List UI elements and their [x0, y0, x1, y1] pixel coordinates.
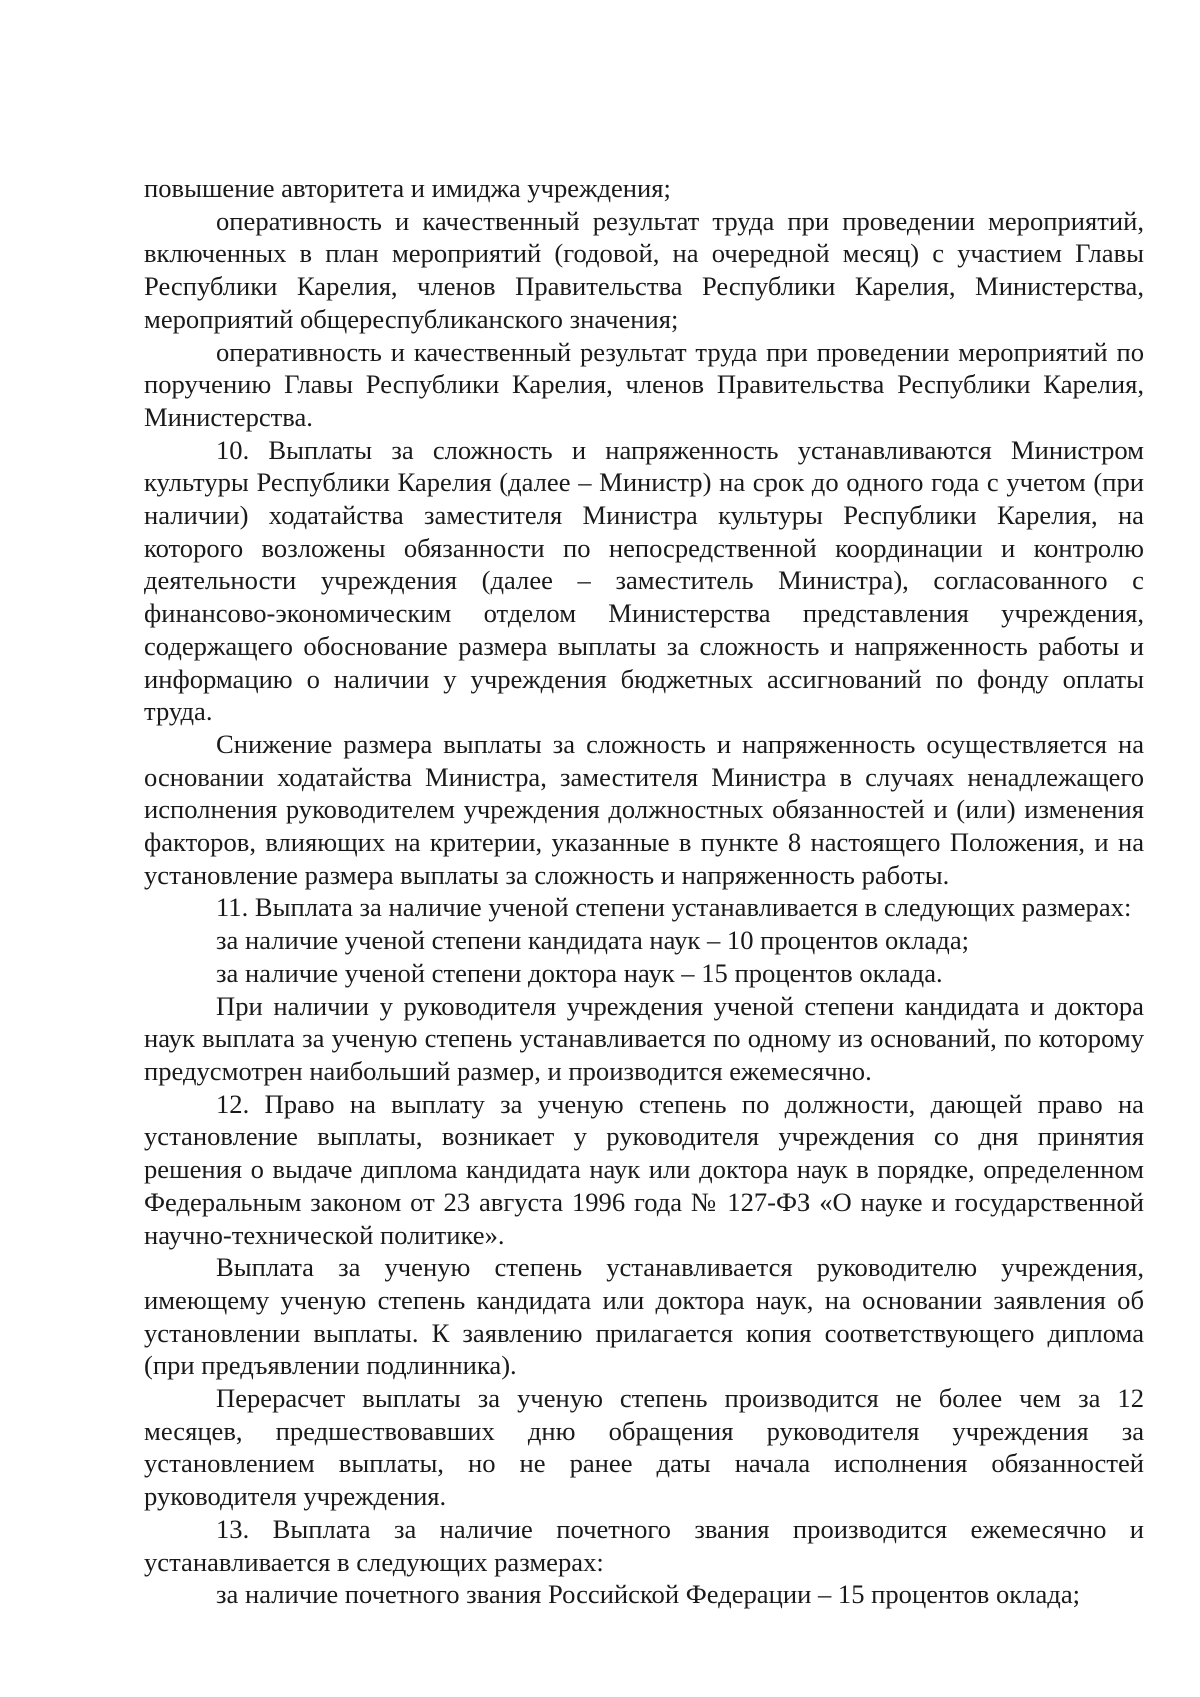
- document-body: [144, 172, 1144, 1611]
- paragraph-7: за наличие ученой степени кандидата наук – 10 процентов оклада;: [216, 925, 970, 956]
- paragraph-13: 13. Выплата за наличие почетного звания производится ежемесячно и устанавливается в следующих размерах:: [144, 1513, 1144, 1577]
- paragraph-3: оперативность и качественный результат труда при проведении мероприятий по поручению Главы Республики Карелия, членов Правительства Республики Карелия, Министерства.: [144, 336, 1144, 432]
- paragraph-4: 10. Выплаты за сложность и напряженность устанавливаются Министром культуры Республики Карелия (далее – Министр) на срок до одного года с учетом (при наличии) ходатайства заместителя Министра культуры Республики Карелия, на которого возложены обязанности по непосредственной координации и контролю деятельности учреждения (далее – заместитель Министра), согласованного с финансово-экономическим отделом Министерства представления учреждения, содержащего обоснование размера выплаты за сложность и напряженность работы и информацию о наличии у учреждения бюджетных ассигнований по фонду оплаты труда.: [144, 434, 1144, 727]
- paragraph-1: повышение авторитета и имиджа учреждения;: [144, 173, 671, 203]
- paragraph-8: за наличие ученой степени доктора наук – 15 процентов оклада.: [216, 957, 943, 988]
- paragraph-10: 12. Право на выплату за ученую степень по должности, дающей право на установление выплаты, возникает у руководителя учреждения со дня принятия решения о выдаче диплома кандидата наук или доктора наук в порядке, определенном Федеральным законом от 23 августа 1996 года № 127-ФЗ «О науке и государственной научно-технической политике».: [144, 1088, 1144, 1250]
- paragraph-5: Снижение размера выплаты за сложность и напряженность осуществляется на основании ходатайства Министра, заместителя Министра в случаях ненадлежащего исполнения руководителем учреждения должностных обязанностей и (или) изменения факторов, влияющих на критерии, указанные в пункте 8 настоящего Положения, и на установление размера выплаты за сложность и напряженность работы.: [144, 728, 1144, 890]
- paragraph-9: При наличии у руководителя учреждения ученой степени кандидата и доктора наук выплата за ученую степень устанавливается по одному из оснований, по которому предусмотрен наибольший размер, и производится ежемесячно.: [144, 990, 1144, 1086]
- paragraph-11: Выплата за ученую степень устанавливается руководителю учреждения, имеющему ученую степень кандидата или доктора наук, на основании заявления об установлении выплаты. К заявлению прилагается копия соответствующего диплома (при предъявлении подлинника).: [144, 1252, 1144, 1381]
- paragraph-6: 11. Выплата за наличие ученой степени устанавливается в следующих размерах:: [216, 892, 1132, 923]
- paragraph-14: за наличие почетного звания Российской Федерации – 15 процентов оклада;: [216, 1579, 1081, 1610]
- paragraph-12: Перерасчет выплаты за ученую степень производится не более чем за 12 месяцев, предшествовавших дню обращения руководителя учреждения за установлением выплаты, но не ранее даты начала исполнения обязанностей руководителя учреждения.: [144, 1383, 1144, 1512]
- paragraph-2: оперативность и качественный результат труда при проведении мероприятий, включенных в план мероприятий (годовой, на очередной месяц) с участием Главы Республики Карелия, членов Правительства Республики Карелия, Министерства, мероприятий общереспубликанского значения;: [144, 205, 1144, 334]
